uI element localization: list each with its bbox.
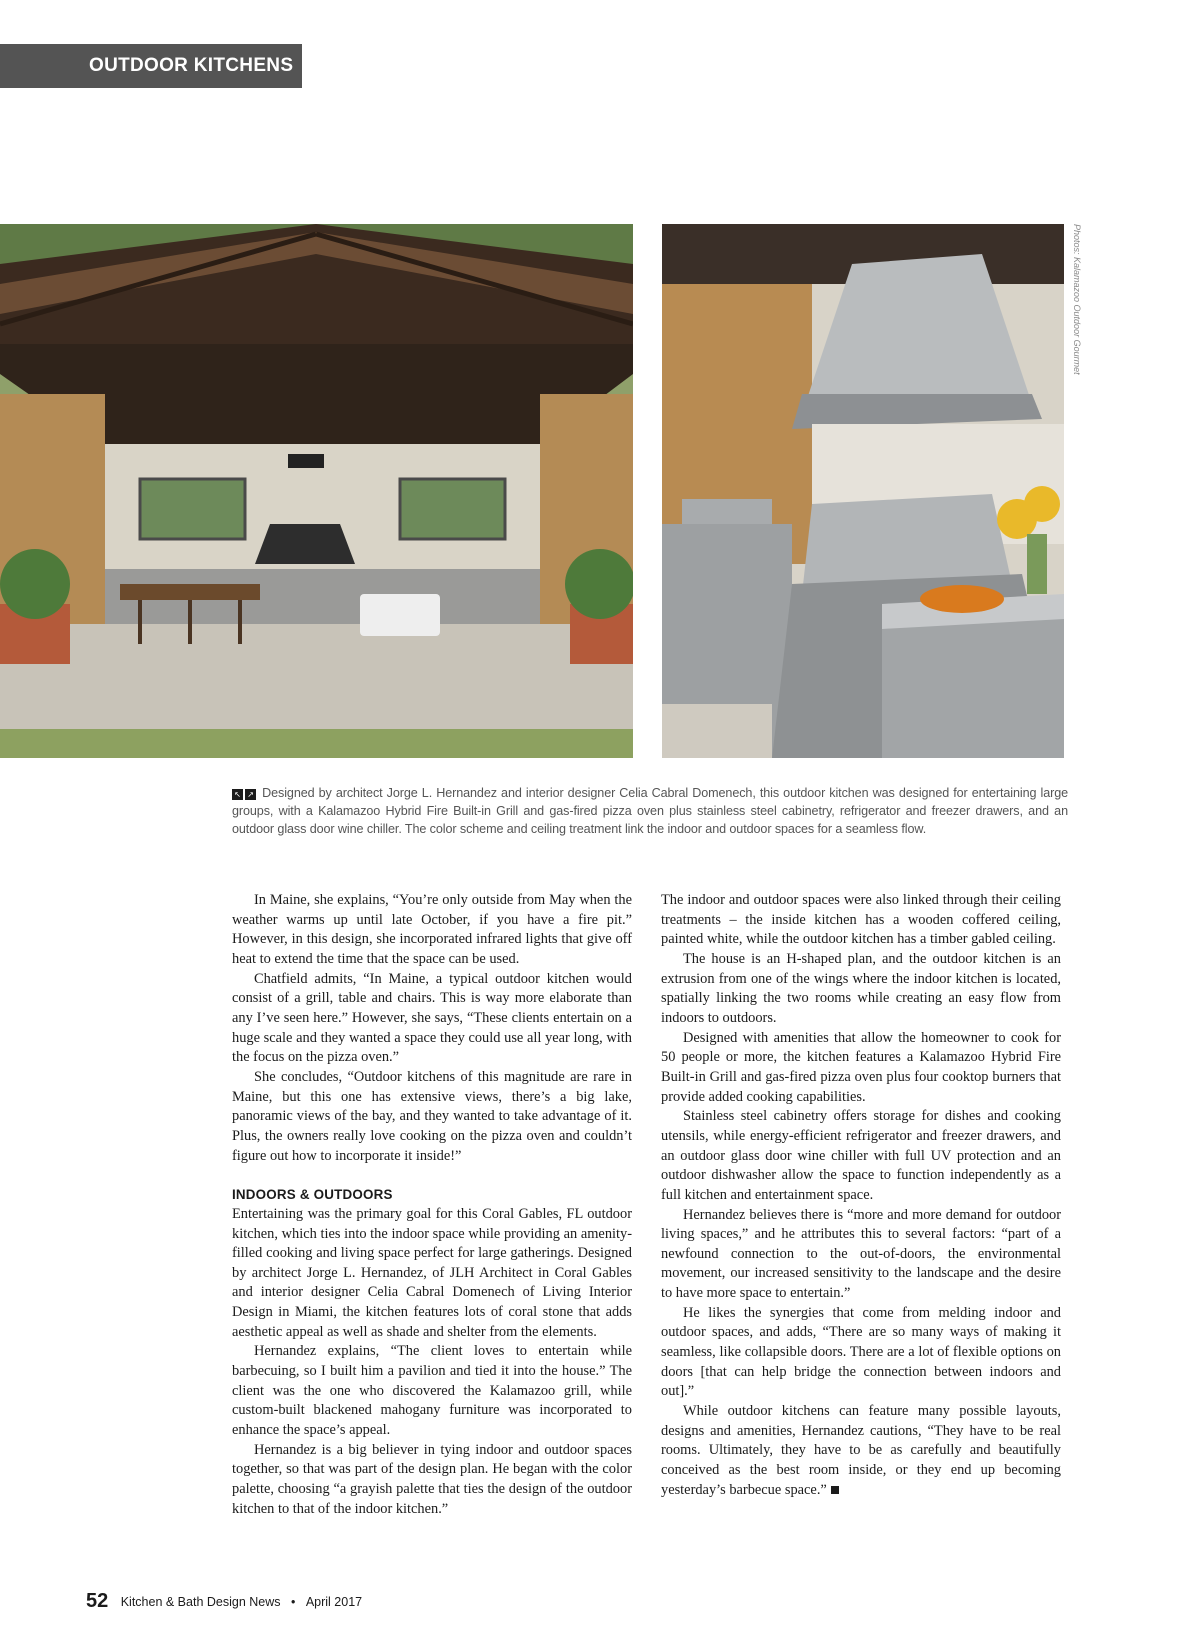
article-column-left bbox=[232, 891, 632, 1519]
photo-pavilion-kitchen bbox=[0, 224, 633, 758]
grill-illustration bbox=[662, 224, 1064, 758]
paragraph: Designed with amenities that allow the homeowner to cook for 50 people or more, the kitchen features a Kalamazoo Hybrid Fire Built-in Grill and gas-fired pizza oven plus four cooktop burners that provide added cooking capabilities. bbox=[661, 1029, 1061, 1105]
paragraph: Hernandez explains, “The client loves to entertain while barbecuing, so I built him a pavilion and tied it into the house.” The client was the one who discovered the Kalamazoo grill, while custom-built blackened mahogany furniture was incorporated to enhance the space’s appeal. bbox=[232, 1343, 632, 1439]
paragraph: In Maine, she explains, “You’re only outside from May when the weather warms up until late October, if you have a fire pit.” However, in this design, she incorporated infrared lights that give off heat to extend the time that the space can be used. bbox=[232, 892, 632, 967]
caption-text: Designed by architect Jorge L. Hernandez and interior designer Celia Cabral Domenech, this outdoor kitchen was designed for entertaining large groups, with a Kalamazoo Hybrid Fire Built-in Grill and gas-fired pizza oven plus stainless steel cabinetry, refrigerator and freezer drawers, and an outdoor glass door wine chiller. The color scheme and ceiling treatment link the indoor and outdoor spaces for a seamless flow. bbox=[232, 786, 1068, 836]
paragraph: Hernandez believes there is “more and more demand for outdoor living spaces,” and he attributes this to several factors: “part of a newfound connection to the out-of-doors, the environmental movement, our increased sensitivity to the landscape and the desire to have more space to entertain.” bbox=[661, 1206, 1061, 1302]
article-column-right bbox=[661, 891, 1061, 1500]
paragraph: Entertaining was the primary goal for this Coral Gables, FL outdoor kitchen, which ties into the indoor space while providing an amenity-filled cooking and living space perfect for large gatherings. Designed by architect Jorge L. Hernandez, of JLH Architect in Coral Gables and interior designer Celia Cabral Domenech of Living Interior Design in Miami, the kitchen features lots of coral stone that adds aesthetic appeal as well as shade and shelter from the elements. bbox=[232, 1205, 632, 1340]
end-mark-icon bbox=[831, 1486, 839, 1494]
photo-grill-corner bbox=[662, 224, 1064, 758]
paragraph: The indoor and outdoor spaces were also linked through their ceiling treatments – the inside kitchen has a wooden coffered ceiling, painted white, while the outdoor kitchen has a timber gabled ceiling. bbox=[661, 892, 1061, 948]
publication-name: Kitchen & Bath Design News bbox=[120, 1595, 281, 1609]
footer-separator: • bbox=[290, 1595, 296, 1609]
arrow-up-right-icon: ↗ bbox=[245, 789, 256, 800]
paragraph: Stainless steel cabinetry offers storage for dishes and cooking utensils, while energy-efficient refrigerator and freezer drawers, and an outdoor glass door wine chiller with full UV protection and an outdoor dishwasher allow the space to function independently as a full kitchen and entertainment space. bbox=[661, 1108, 1061, 1203]
section-tab: OUTDOOR KITCHENS bbox=[0, 44, 302, 88]
paragraph: She concludes, “Outdoor kitchens of this magnitude are rare in Maine, but this one has extensive views, there’s a big lake, panoramic views of the bay, and they wanted to take advantage of it. Plus, the owners really love cooking on the pizza oven and couldn’t figure out how to incorporate it inside!” bbox=[232, 1068, 632, 1164]
paragraph: The house is an H-shaped plan, and the outdoor kitchen is an extrusion from one of the wings where the indoor kitchen is located, spatially linking the two rooms while creating an easy flow from indoors to outdoors. bbox=[661, 950, 1061, 1026]
page-number: 52 bbox=[86, 1590, 109, 1612]
section-subhead: INDOORS & OUTDOORS bbox=[232, 1187, 393, 1203]
paragraph: He likes the synergies that come from melding indoor and outdoor spaces, and adds, “There are so many ways of making it seamless, like collapsible doors. There are a lot of flexible options on doors [that can help bridge the connection between indoors and out].” bbox=[661, 1304, 1061, 1400]
photo-credit: Photos: Kalamazoo Outdoor Gourmet bbox=[1072, 224, 1082, 375]
paragraph-last bbox=[661, 1402, 1061, 1500]
paragraph-text: While outdoor kitchens can feature many possible layouts, designs and amenities, Hernandez cautions, “They have to be real rooms. Ultimately, they have to be as carefully and beautifully conceived as the best room inside, or they end up becoming yesterday’s barbecue space.” bbox=[661, 1403, 1061, 1498]
paragraph: Hernandez is a big believer in tying indoor and outdoor spaces together, so that was part of the design plan. He began with the color palette, choosing “a grayish palette that ties the design of the outdoor kitchen to that of the indoor kitchen.” bbox=[232, 1441, 632, 1517]
issue-date: April 2017 bbox=[305, 1595, 363, 1609]
pavilion-illustration bbox=[0, 224, 633, 758]
page-footer bbox=[86, 1590, 362, 1613]
arrow-up-left-icon: ↖ bbox=[232, 789, 243, 800]
paragraph: Chatfield admits, “In Maine, a typical outdoor kitchen would consist of a grill, table and chairs. This is way more elaborate than any I’ve seen here.” However, she says, “These clients entertain on a huge scale and they wanted a space they could use all year long, with the focus on the pizza oven.” bbox=[232, 970, 632, 1066]
photo-caption bbox=[232, 784, 1068, 838]
